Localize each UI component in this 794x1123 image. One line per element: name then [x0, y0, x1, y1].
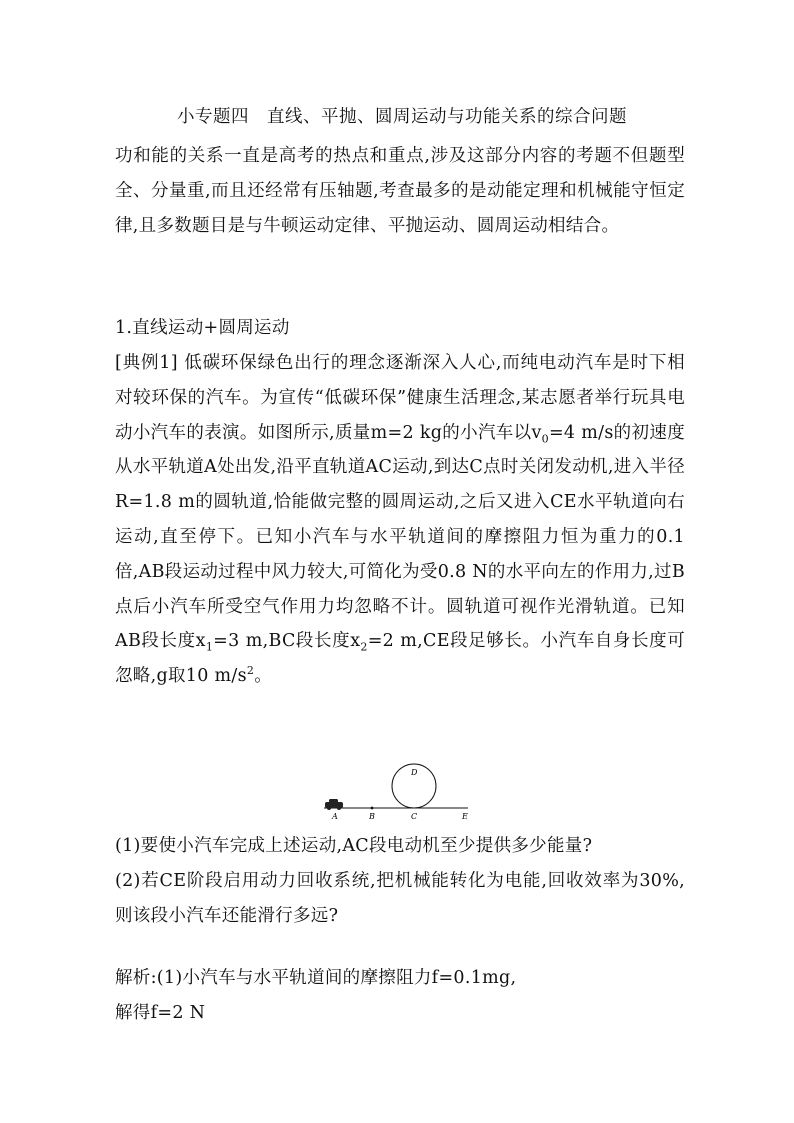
question-2: (2)若CE阶段启用动力回收系统,把机械能转化为电能,回收效率为30%,则该段小汽车还能滑行多远? — [115, 871, 685, 926]
example-text-1: [典例1] 低碳环保绿色出行的理念逐渐深入人心,而纯电动汽车是时下相对较环保的汽车。为宣传“低碳环保”健康生活理念,某志愿者举行玩具电动小汽车的表演。如图所示,质量m=2 kg的小汽车以v — [115, 353, 685, 443]
example-text-2: =4 m/s的初速度从水平轨道A处出发,沿平直轨道AC运动,到达C点时关闭发动机,进入半径R=1.8 m的圆轨道,恰能做完整的圆周运动,之后又进入CE水平轨道向右运动,直至停下。已知小汽车与水平轨道间的摩擦阻力恒为重力的0.1倍,AB段运动过程中风力较大,可简化为受0.8 N的水平向左的作用力,过B点后小汽车所受空气作用力均忽略不计。圆轨道可视作光滑轨道。已知AB段长度x — [115, 422, 685, 652]
label-c: C — [411, 812, 418, 821]
label-a: A — [332, 812, 338, 821]
example-text-4: =2 m,CE段足够长。小汽车自身长度可忽略,g取10 m/s — [115, 631, 685, 687]
subscript-1: 1 — [205, 640, 214, 654]
subscript-0: 0 — [541, 432, 549, 446]
label-e: E — [462, 812, 468, 821]
solution-line-2: 解得f=2 N — [115, 1003, 206, 1023]
label-d: D — [411, 768, 418, 777]
page-title: 小专题四 直线、平抛、圆周运动与功能关系的综合问题 — [177, 107, 627, 127]
solution-line-1: 解析:(1)小汽车与水平轨道间的摩擦阻力f=0.1mg, — [115, 968, 517, 988]
question-1: (1)要使小汽车完成上述运动,AC段电动机至少提供多少能量? — [115, 836, 593, 856]
track-diagram — [320, 762, 470, 822]
subscript-2: 2 — [360, 640, 368, 654]
section-heading: 1.直线运动+圆周运动 — [115, 318, 290, 338]
intro-paragraph: 功和能的关系一直是高考的热点和重点,涉及这部分内容的考题不但题型全、分量重,而且还经常有压轴题,考查最多的是动能定理和机械能守恒定律,且多数题目是与牛顿运动定律、平抛运动、圆周运动相结合。 — [115, 146, 685, 236]
example-text-5: 。 — [254, 666, 272, 687]
point-b-marker — [371, 807, 374, 810]
superscript-2: 2 — [246, 664, 255, 678]
example-paragraph — [115, 346, 685, 694]
label-b: B — [369, 812, 375, 821]
example-text-3: =3 m,BC段长度x — [213, 631, 361, 652]
